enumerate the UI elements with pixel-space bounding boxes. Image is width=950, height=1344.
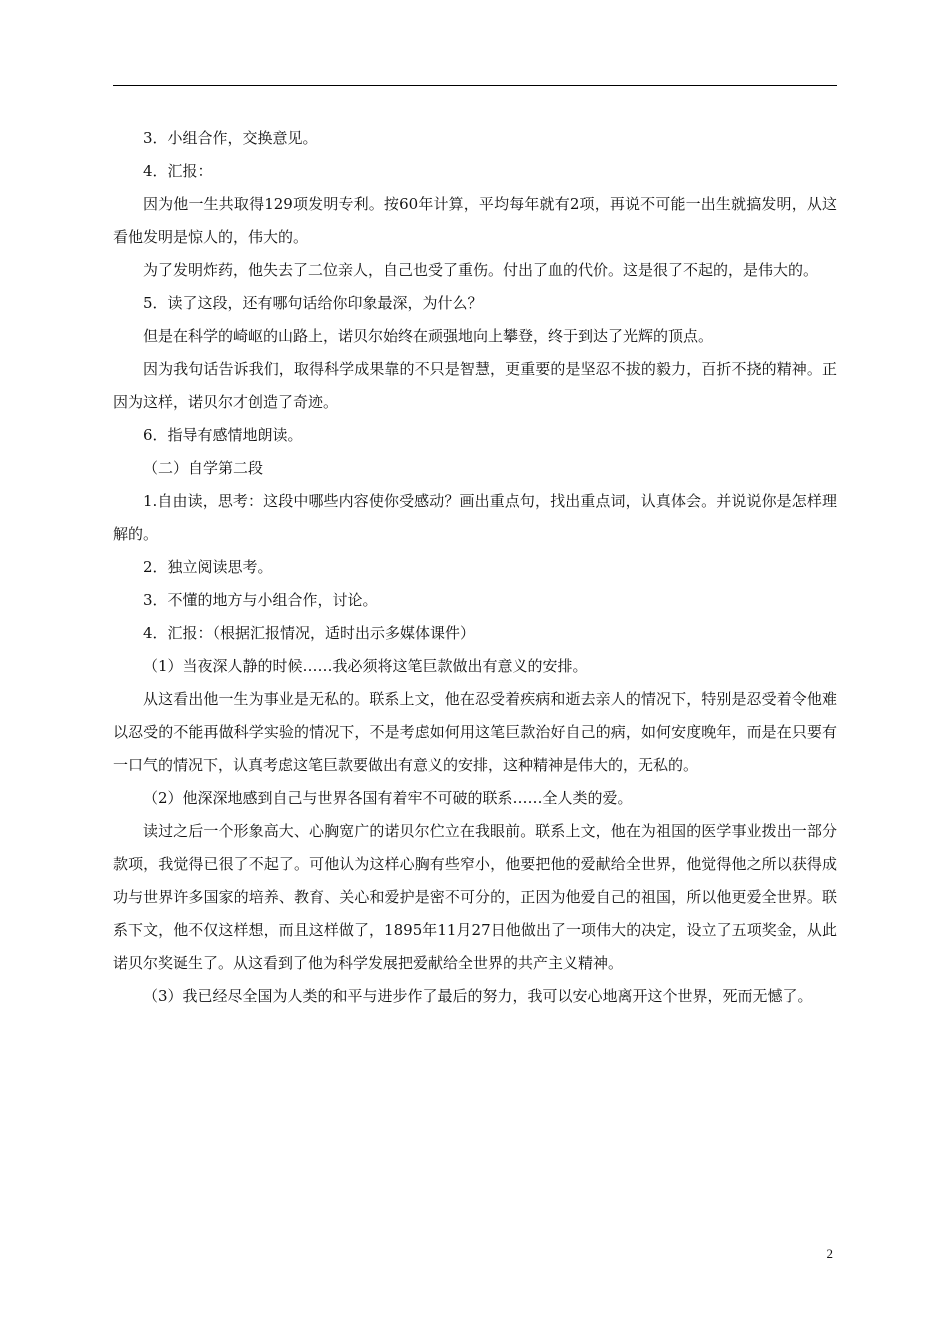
document-body: [113, 122, 837, 1013]
paragraph-step-6: 6．指导有感情地朗读。: [143, 426, 303, 444]
paragraph-answer-explosives: 为了发明炸药，他失去了二位亲人，自己也受了重伤。付出了血的代价。这是很了不起的，是伟大的。: [143, 261, 819, 279]
page-number: 2: [826, 1246, 833, 1261]
section-heading-part-2: （二）自学第二段: [143, 459, 264, 477]
paragraph-item-1: 1.自由读，思考：这段中哪些内容使你受感动？画出重点句，找出重点词，认真体会。并说说你是怎样理解的。: [113, 492, 837, 543]
paragraph-answer-perseverance: 因为我句话告诉我们，取得科学成果靠的不只是智慧，更重要的是坚忍不拔的毅力，百折不挠的精神。正因为这样，诺贝尔才创造了奇迹。: [113, 360, 837, 411]
paragraph-quote-2: （2）他深深地感到自己与世界各国有着牢不可破的联系……全人类的爱。: [143, 789, 633, 807]
paragraph-item-4: 4．汇报：（根据汇报情况，适时出示多媒体课件）: [143, 624, 476, 642]
paragraph-quote-mountain-road: 但是在科学的崎岖的山路上，诺贝尔始终在顽强地向上攀登，终于到达了光辉的顶点。: [143, 327, 714, 345]
paragraph-step-3: 3．小组合作，交换意见。: [143, 129, 318, 147]
paragraph-answer-selfless: 从这看出他一生为事业是无私的。联系上文，他在忍受着疾病和逝去亲人的情况下，特别是忍受着令他难以忍受的不能再做科学实验的情况下，不是考虑如何用这笔巨款治好自己的病，如何安度晚年，而是在只要有一口气的情况下，认真考虑这笔巨款要做出有意义的安排，这种精神是伟大的，无私的。: [113, 690, 837, 774]
paragraph-step-5: 5．读了这段，还有哪句话给你印象最深，为什么？: [143, 294, 483, 312]
paragraph-quote-3: （3）我已经尽全国为人类的和平与进步作了最后的努力，我可以安心地离开这个世界，死而无憾了。: [143, 987, 813, 1005]
header-rule: [113, 85, 837, 86]
paragraph-item-3: 3．不懂的地方与小组合作，讨论。: [143, 591, 378, 609]
paragraph-answer-patents: 因为他一生共取得129项发明专利。按60年计算，平均每年就有2项，再说不可能一出生就搞发明，从这看他发明是惊人的，伟大的。: [113, 195, 837, 246]
paragraph-item-2: 2．独立阅读思考。: [143, 558, 273, 576]
paragraph-quote-1: （1）当夜深人静的时候……我必须将这笔巨款做出有意义的安排。: [143, 657, 588, 675]
paragraph-step-4: 4．汇报：: [143, 162, 213, 180]
paragraph-answer-world-love: 读过之后一个形象高大、心胸宽广的诺贝尔伫立在我眼前。联系上文，他在为祖国的医学事业拨出一部分款项，我觉得已很了不起了。可他认为这样心胸有些窄小，他要把他的爱献给全世界，他觉得他之所以获得成功与世界许多国家的培养、教育、关心和爱护是密不可分的，正因为他爱自己的祖国，所以他更爱全世界。联系下文，他不仅这样想，而且这样做了，1895年11月27日他做出了一项伟大的决定，设立了五项奖金，从此诺贝尔奖诞生了。从这看到了他为科学发展把爱献给全世界的共产主义精神。: [113, 822, 837, 972]
